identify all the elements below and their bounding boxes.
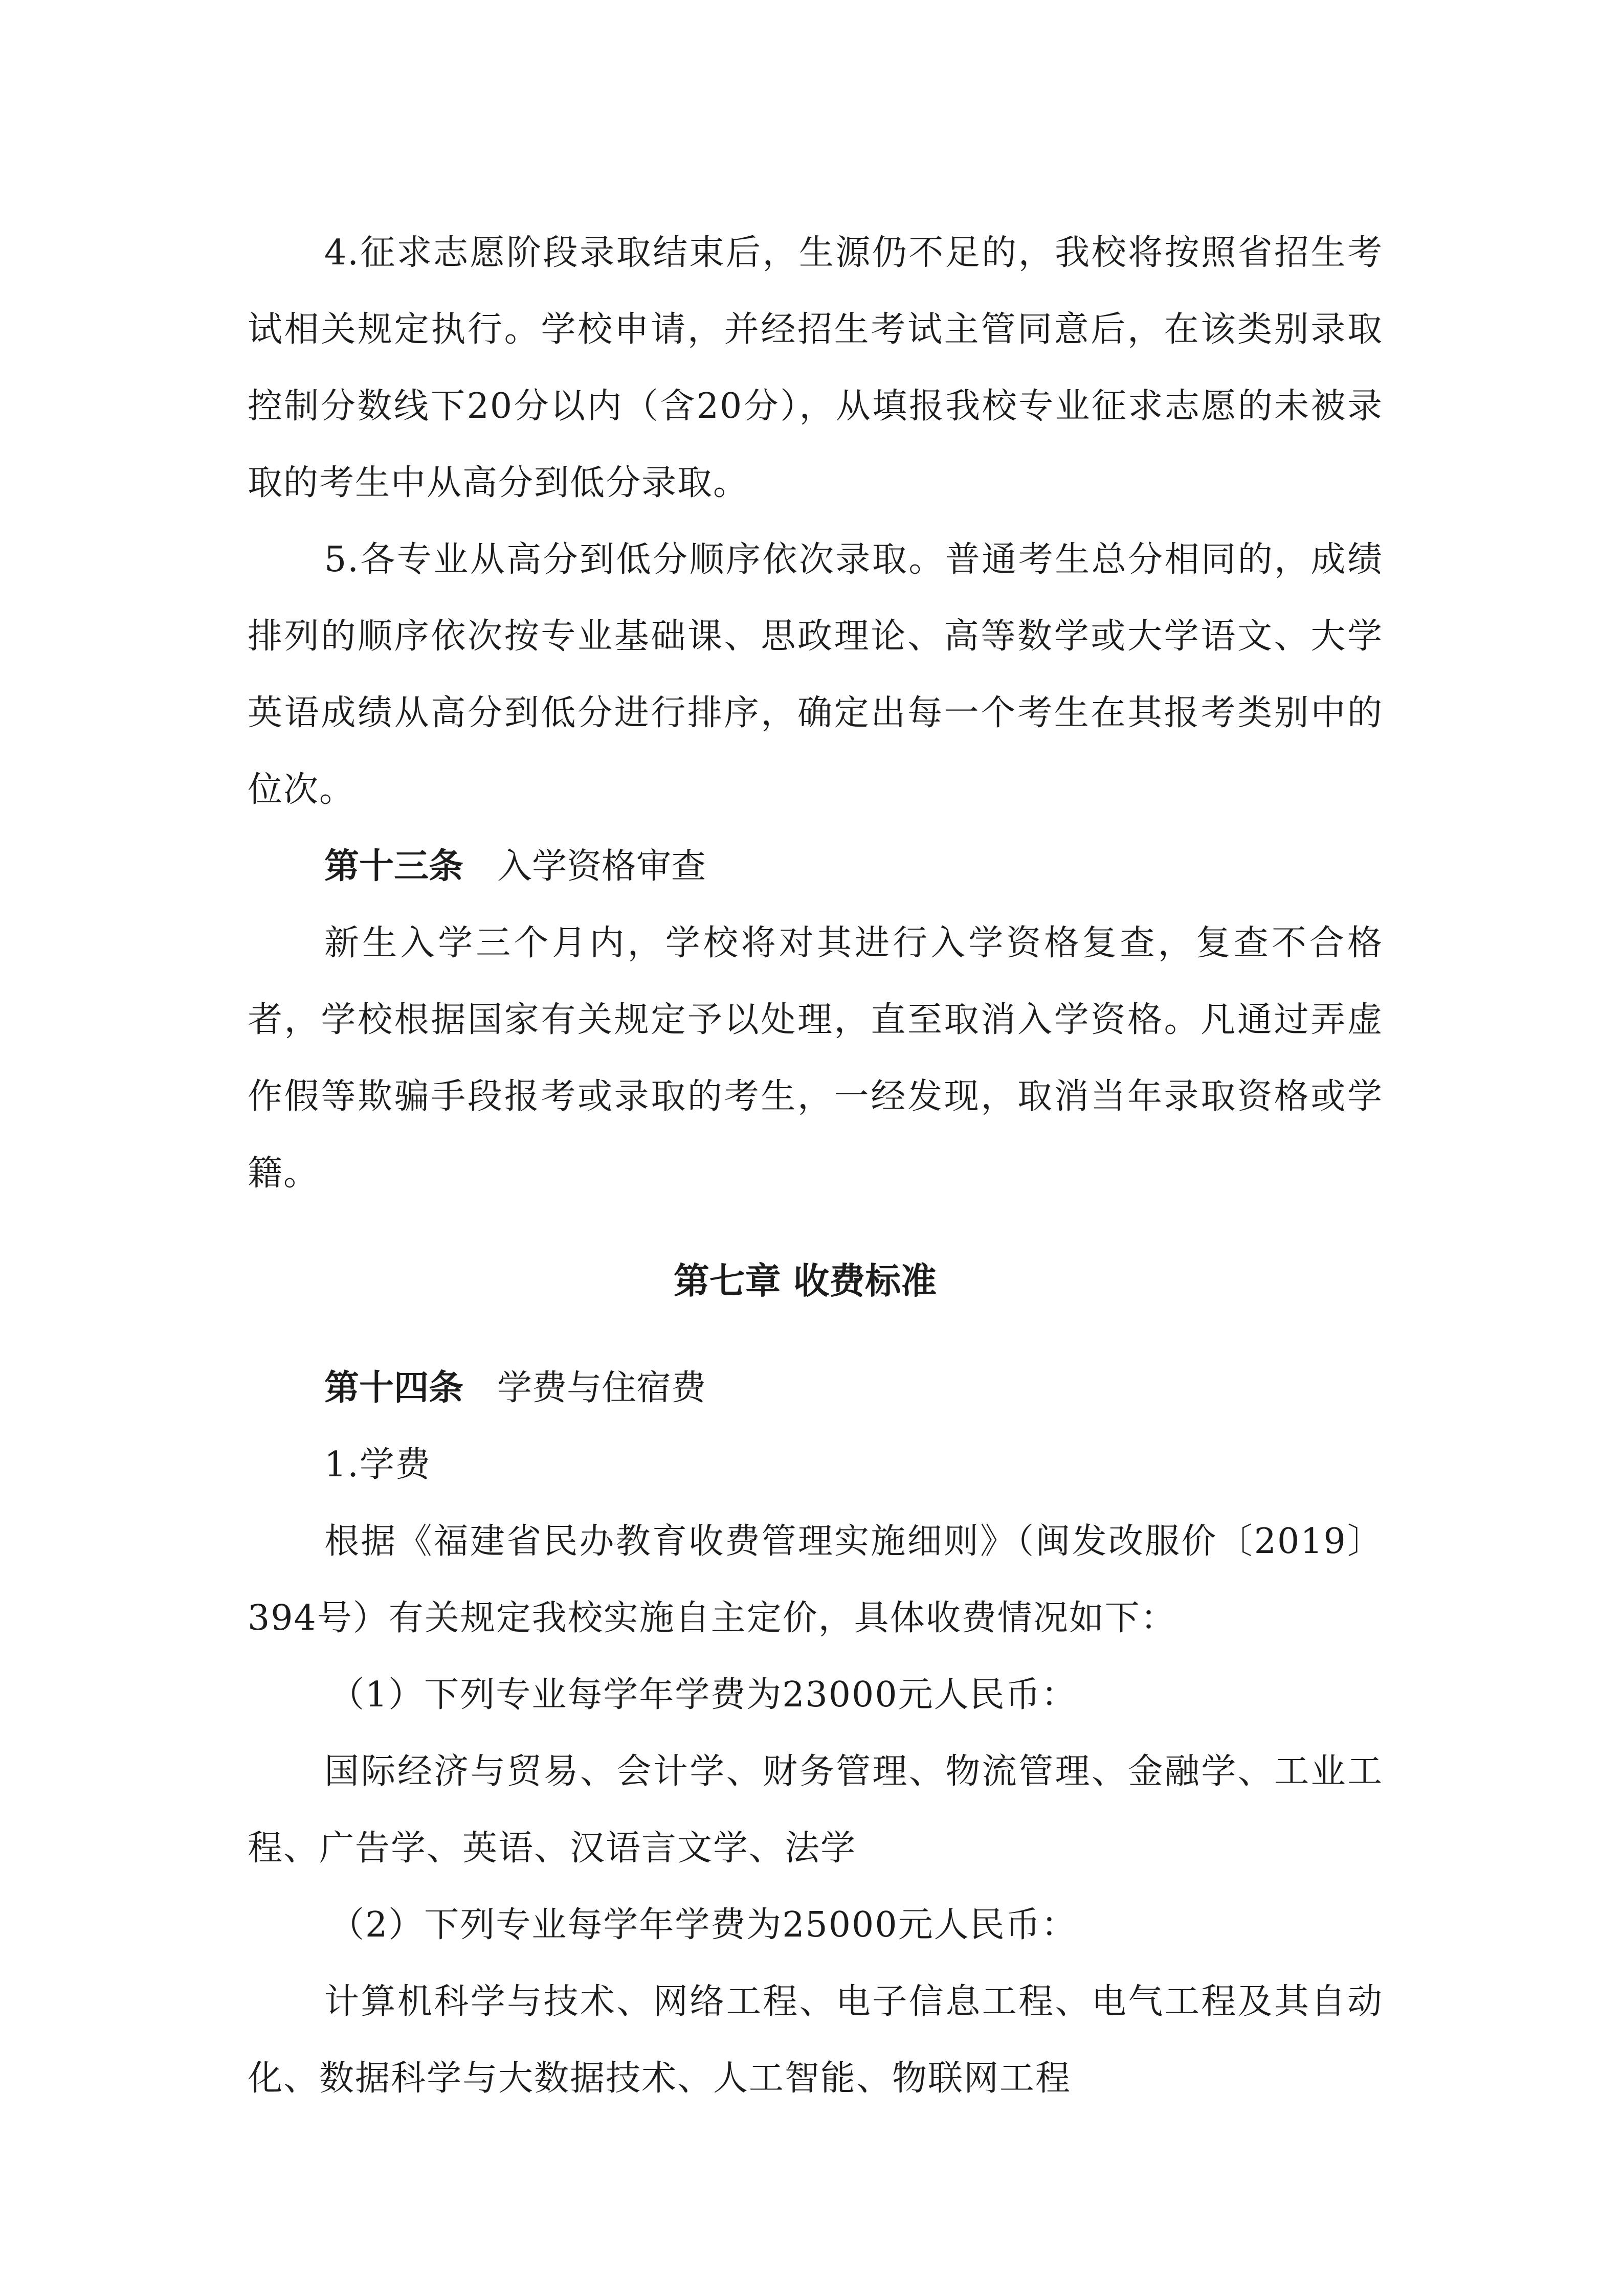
tuition-tier-2-heading: （2）下列专业每学年学费为25000元人民币： — [329, 1905, 1077, 1945]
tuition-tier-1-majors: 国际经济与贸易、会计学、财务管理、物流管理、金融学、工业工程、广告学、英语、汉语言文学、法学 — [248, 1751, 1383, 1869]
tuition-basis-paragraph: 根据《福建省民办教育收费管理实施细则》（闽发改服价〔2019〕394号）有关规定我校实施自主定价，具体收费情况如下： — [248, 1521, 1383, 1638]
article-14-title: 学费与住宿费 — [497, 1368, 706, 1408]
tuition-tier-2-majors: 计算机科学与技术、网络工程、电子信息工程、电气工程及其自动化、数据科学与大数据技术、人工智能、物联网工程 — [248, 1982, 1383, 2099]
chapter-7-title: 第七章 收费标准 — [673, 1260, 937, 1302]
tuition-tier-1-heading: （1）下列专业每学年学费为23000元人民币： — [329, 1675, 1077, 1715]
article-13-number: 第十三条 — [324, 846, 464, 887]
paragraph-admission-rule-5: 5.各专业从高分到低分顺序依次录取。普通考生总分相同的，成绩排列的顺序依次按专业基础课、思政理论、高等数学或大学语文、大学英语成绩从高分到低分进行排序，确定出每一个考生在其报考类别中的位次。 — [248, 539, 1383, 810]
article-14-heading — [248, 1350, 1383, 1427]
paragraph-admission-rule-4: 4.征求志愿阶段录取结束后，生源仍不足的，我校将按照省招生考试相关规定执行。学校申请，并经招生考试主管同意后，在该类别录取控制分数线下20分以内（含20分），从填报我校专业征求志愿的未被录取的考生中从高分到低分录取。 — [248, 233, 1383, 503]
document-page — [248, 215, 1383, 2117]
article-13-title: 入学资格审查 — [497, 846, 706, 887]
tuition-item-heading: 1.学费 — [324, 1445, 431, 1485]
article-13-heading — [248, 828, 1383, 905]
article-13-body: 新生入学三个月内，学校将对其进行入学资格复查，复查不合格者，学校根据国家有关规定予以处理，直至取消入学资格。凡通过弄虚作假等欺骗手段报考或录取的考生，一经发现，取消当年录取资格或学籍。 — [248, 923, 1383, 1194]
article-14-number: 第十四条 — [324, 1368, 464, 1408]
